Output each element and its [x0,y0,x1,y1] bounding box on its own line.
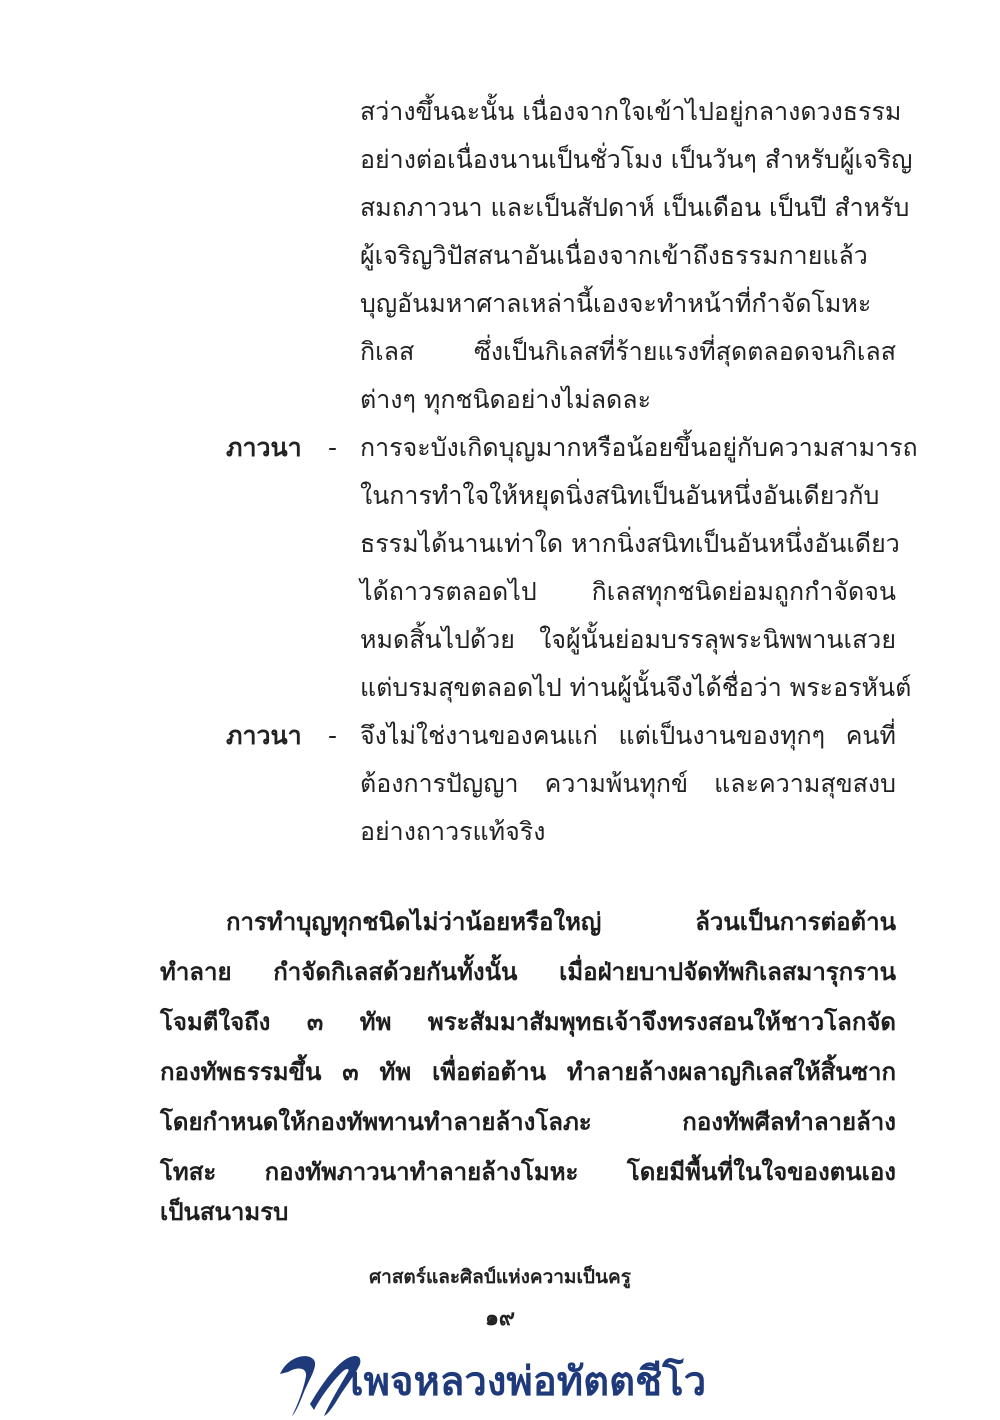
body-line: ผู้เจริญวิปัสสนาอันเนื่องจากเข้าถึงธรรมกายแล้ว [360,241,868,270]
body-line: สมถภาวนา และเป็นสัปดาห์ เป็นเดือน เป็นปี สำหรับ [360,193,910,222]
entry-term: ภาวนา [226,433,302,462]
entry-dash: - [328,721,338,750]
paragraph-line: ทำลาย กำจัดกิเลสด้วยกันทั้งนั้น เมื่อฝ่ายบาปจัดทัพกิเลสมารุกราน [160,958,896,986]
entry-line: หมดสิ้นไปด้วย ใจผู้นั้นย่อมบรรลุพระนิพพานเสวย [360,625,896,654]
entry-dash: - [328,433,338,462]
paragraph-line: กองทัพธรรมขึ้น ๓ ทัพ เพื่อต่อต้าน ทำลายล้างผลาญกิเลสให้สิ้นซาก [160,1058,896,1086]
paragraph-line: เป็นสนามรบ [160,1198,289,1226]
entry-line: ธรรมได้นานเท่าใด หากนิ่งสนิทเป็นอันหนึ่งอันเดียว [360,529,900,558]
entry-line: อย่างถาวรแท้จริง [360,817,546,846]
paragraph-line: การทำบุญทุกชนิดไม่ว่าน้อยหรือใหญ่ ล้วนเป็นการต่อต้าน [226,908,896,936]
body-line: กิเลส ซึ่งเป็นกิเลสที่ร้ายแรงที่สุดตลอดจนกิเลส [360,337,896,366]
body-line: ต่างๆ ทุกชนิดอย่างไม่ลดละ [360,385,652,414]
entry-line: การจะบังเกิดบุญมากหรือน้อยขึ้นอยู่กับความสามารถ [360,433,918,462]
logo-text: เพจหลวงพ่อทัตตชีโว [350,1359,707,1405]
body-line: บุญอันมหาศาลเหล่านี้เองจะทำหน้าที่กำจัดโมหะ [360,289,872,318]
page-logo [0,1348,1000,1418]
entry-line: แต่บรมสุขตลอดไป ท่านผู้นั้นจึงได้ชื่อว่า พระอรหันต์ [360,673,912,702]
paragraph-line: โดยกำหนดให้กองทัพทานทำลายล้างโลภะ กองทัพศีลทำลายล้าง [160,1108,896,1136]
entry-line: ในการทำใจให้หยุดนิ่งสนิทเป็นอันหนึ่งอันเดียวกับ [360,481,880,510]
entry-line: ได้ถาวรตลอดไป กิเลสทุกชนิดย่อมถูกกำจัดจน [360,577,896,606]
paragraph-line: โจมตีใจถึง ๓ ทัพ พระสัมมาสัมพุทธเจ้าจึงทรงสอนให้ชาวโลกจัด [160,1008,896,1036]
body-line: สว่างขึ้นฉะนั้น เนื่องจากใจเข้าไปอยู่กลางดวงธรรม [360,97,902,126]
entry-line: ต้องการปัญญา ความพ้นทุกข์ และความสุขสงบ [360,769,896,798]
footer-title: ศาสตร์และศิลป์แห่งความเป็นครู [369,1266,631,1288]
entry-term: ภาวนา [226,721,302,750]
entry-line: จึงไม่ใช่งานของคนแก่ แต่เป็นงานของทุกๆ คนที่ [360,721,896,750]
body-line: อย่างต่อเนื่องนานเป็นชั่วโมง เป็นวันๆ สำหรับผู้เจริญ [360,145,913,174]
page-number: ๑๙ [484,1306,516,1331]
paragraph-line: โทสะ กองทัพภาวนาทำลายล้างโมหะ โดยมีพื้นที่ในใจของตนเอง [160,1158,896,1186]
